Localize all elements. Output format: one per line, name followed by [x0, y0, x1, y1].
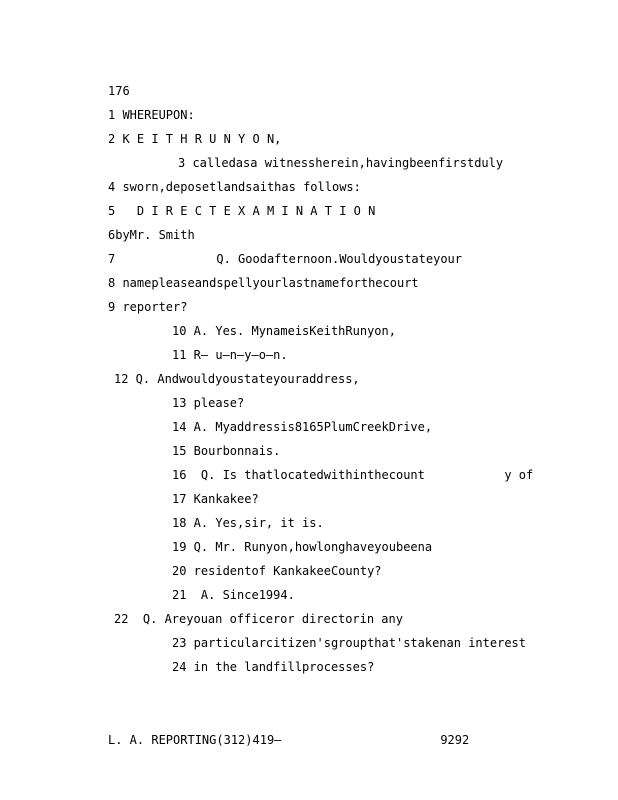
transcript-line-17: 17 Kankakee? [172, 492, 259, 506]
transcript-line-3: 3 calledasa witnessherein,havingbeenfirstduly [178, 156, 504, 170]
transcript-line-12: 12 Q. Andwouldyoustateyouraddress, [114, 372, 360, 386]
transcript-line-14: 14 A. Myaddressis8165PlumCreekDrive, [172, 420, 433, 434]
transcript-line-10: 10 A. Yes. MynameisKeithRunyon, [172, 324, 396, 338]
transcript-line-18: 18 A. Yes,sir, it is. [172, 516, 324, 530]
transcript-line-15: 15 Bourbonnais. [172, 444, 281, 458]
transcript-line-22: 22 Q. Areyouan officeror directorin any [114, 612, 403, 626]
transcript-line-13: 13 please? [172, 396, 245, 410]
page-number: 176 [108, 84, 130, 98]
transcript-line-6: 6byMr. Smith [108, 228, 195, 242]
transcript-line-21: 21 A. Since1994. [172, 588, 295, 602]
transcript-line-2: 2 K E I T H R U N Y O N, [108, 132, 282, 146]
transcript-line-9: 9 reporter? [108, 300, 188, 314]
transcript-line-19: 19 Q. Mr. Runyon,howlonghaveyoubeena [172, 540, 433, 554]
transcript-line-24: 24 in the landfillprocesses? [172, 660, 375, 674]
transcript-line-7: 7 Q. Goodafternoon.Wouldyoustateyour [108, 252, 463, 266]
transcript-line-16: 16 Q. Is thatlocatedwithinthecount y of [172, 468, 534, 482]
transcript-line-1: 1 WHEREUPON: [108, 108, 195, 122]
transcript-line-4: 4 sworn,deposetlandsaithas follows: [108, 180, 361, 194]
reporter-footer: L. A. REPORTING(312)419– 9292 [108, 733, 470, 747]
transcript-line-23: 23 particularcitizen'sgroupthat'stakenan interest [172, 636, 527, 650]
transcript-line-5: 5 D I R E C T E X A M I N A T I O N [108, 204, 376, 218]
transcript-line-20: 20 residentof KankakeeCounty? [172, 564, 382, 578]
transcript-line-11: 11 R– u–n–y–o–n. [172, 348, 288, 362]
transcript-line-8: 8 namepleaseandspellyourlastnameforthecourt [108, 276, 419, 290]
